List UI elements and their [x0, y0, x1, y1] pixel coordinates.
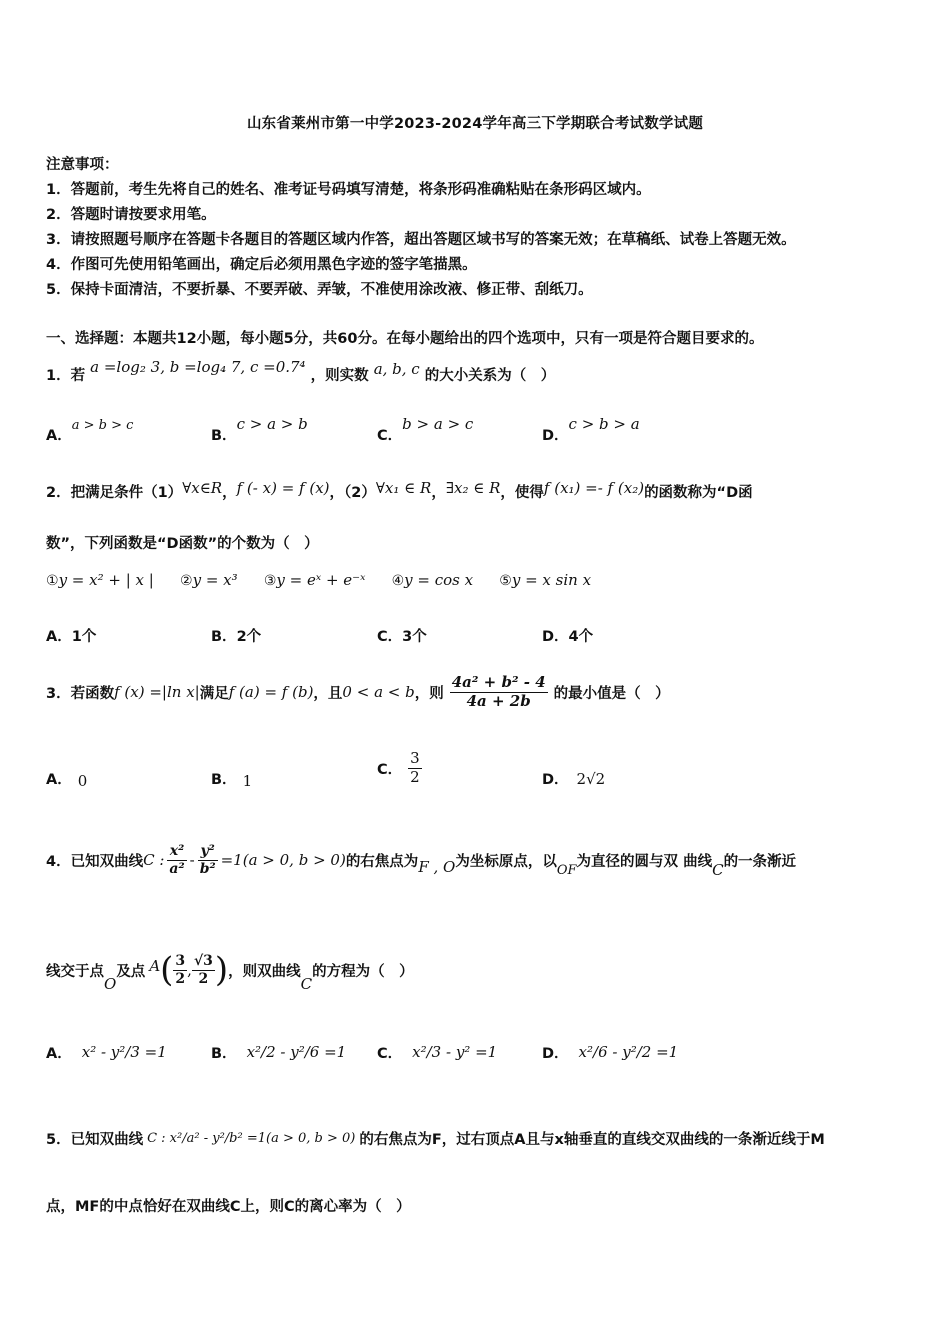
- q1-option-d[interactable]: D．c > b > a: [542, 415, 640, 444]
- q2-option-b[interactable]: B．2个: [211, 629, 262, 645]
- q3-option-c[interactable]: C． $\frac{3}{2}$: [377, 749, 420, 786]
- notice-item: 3．请按照题号顺序在答题卡各题目的答题区域内作答，超出答题区域书写的答案无效；在草稿纸、试卷上答题无效。: [46, 232, 796, 248]
- q1-text: ，则实数: [310, 368, 369, 384]
- notice-heading: 注意事项：: [46, 157, 119, 173]
- q1-option-b[interactable]: B．c > a > b: [211, 415, 308, 444]
- notice-item: 2．答题时请按要求用笔。: [46, 207, 216, 223]
- q1-tail: 的大小关系为（ ）: [424, 368, 556, 384]
- q3-option-a[interactable]: A． 0: [46, 772, 88, 790]
- q3-fraction: $\frac{\text{4a² + b² - 4}}{4a + 2b}$: [451, 673, 546, 710]
- q2-option-a[interactable]: A．1个: [46, 629, 97, 645]
- notice-item: 1．答题前，考生先将自己的姓名、准考证号码填写清楚，将条形码准确粘贴在条形码区域内。: [46, 182, 651, 198]
- q4-option-c[interactable]: C． x²/3 - y² =1: [377, 1043, 498, 1062]
- q4-option-a[interactable]: A． x² - y²/3 =1: [46, 1043, 167, 1062]
- q5-line2: 点，MF的中点恰好在双曲线C上，则C的离心率为（ ）: [46, 1199, 411, 1215]
- q2-line2: 数”，下列函数是“D函数”的个数为（ ）: [46, 536, 319, 552]
- q1-option-a[interactable]: A．a > b > c: [46, 418, 134, 444]
- section-heading: 一、选择题：本题共12小题，每小题5分，共60分。在每小题给出的四个选项中，只有一项是符合题目要求的。: [46, 331, 764, 347]
- q1-vars: a, b, c: [373, 360, 420, 378]
- question-1: [46, 358, 556, 385]
- notice-item: 5．保持卡面清洁，不要折暴、不要弄破、弄皱，不准使用涂改液、修正带、刮纸刀。: [46, 282, 593, 298]
- q1-number: 1．若: [46, 368, 86, 384]
- q1-option-c[interactable]: C．b > a > c: [377, 415, 474, 444]
- question-2: 2．把满足条件（1）∀x∈R，f (- x) = f (x)，（2）∀x₁ ∈ R，∃x₂ ∈ R，使得f (x₁) =- f (x₂)的函数称为“D函: [46, 479, 753, 501]
- question-4: 4．已知双曲线 C : $\frac{\text{x²}}{\text{a²}}$ - $\frac{\text{y²}}{\text{b²}}$ =1(a > 0, b > 0) 的右焦点为 F , O 为坐标原点，以 OF 为直径的圆与双 曲线 C 的一条渐近: [46, 843, 797, 879]
- q3-option-b[interactable]: B． 1: [211, 772, 253, 790]
- notice-item: 4．作图可先使用铅笔画出，确定后必须用黑色字迹的签字笔描黑。: [46, 257, 477, 273]
- q5-equation: C : x²/a² - y²/b² =1(a > 0, b > 0): [147, 1130, 356, 1146]
- q2-functions: ①y = x² + | x | ②y = x³ ③y = eˣ + e⁻ˣ ④y = cos x ⑤y = x sin x: [46, 571, 592, 589]
- q4-option-b[interactable]: B． x²/2 - y²/6 =1: [211, 1043, 347, 1062]
- question-3: 3．若函数 f (x) =|ln x| 满足 f (a) = f (b) ，且 0 < a < b ，则 $\frac{\text{4a² + b² - 4}}{4a + 2b}$ 的最小值是（ ）: [46, 673, 670, 710]
- q1-expression: a =log₂ 3, b =log₄ 7, c =0.7⁴: [90, 358, 306, 376]
- q3-option-d[interactable]: D． 2√2: [542, 770, 606, 788]
- question-5: 5．已知双曲线 C : x²/a² - y²/b² =1(a > 0, b > 0) 的右焦点为F，过右顶点A且与x轴垂直的直线交双曲线的一条渐近线于M: [46, 1130, 825, 1148]
- q2-option-d[interactable]: D．4个: [542, 629, 594, 645]
- q4-option-d[interactable]: D． x²/6 - y²/2 =1: [542, 1043, 679, 1062]
- q4-line2: 线交于点 O 及点 A ( $\frac{3}{2}$ , $\frac{√3}{2}$ ) ，则双曲线 C 的方程为（ ）: [46, 950, 414, 993]
- page-title: 山东省莱州市第一中学2023-2024学年高三下学期联合考试数学试题: [246, 116, 704, 132]
- q2-option-c[interactable]: C．3个: [377, 629, 427, 645]
